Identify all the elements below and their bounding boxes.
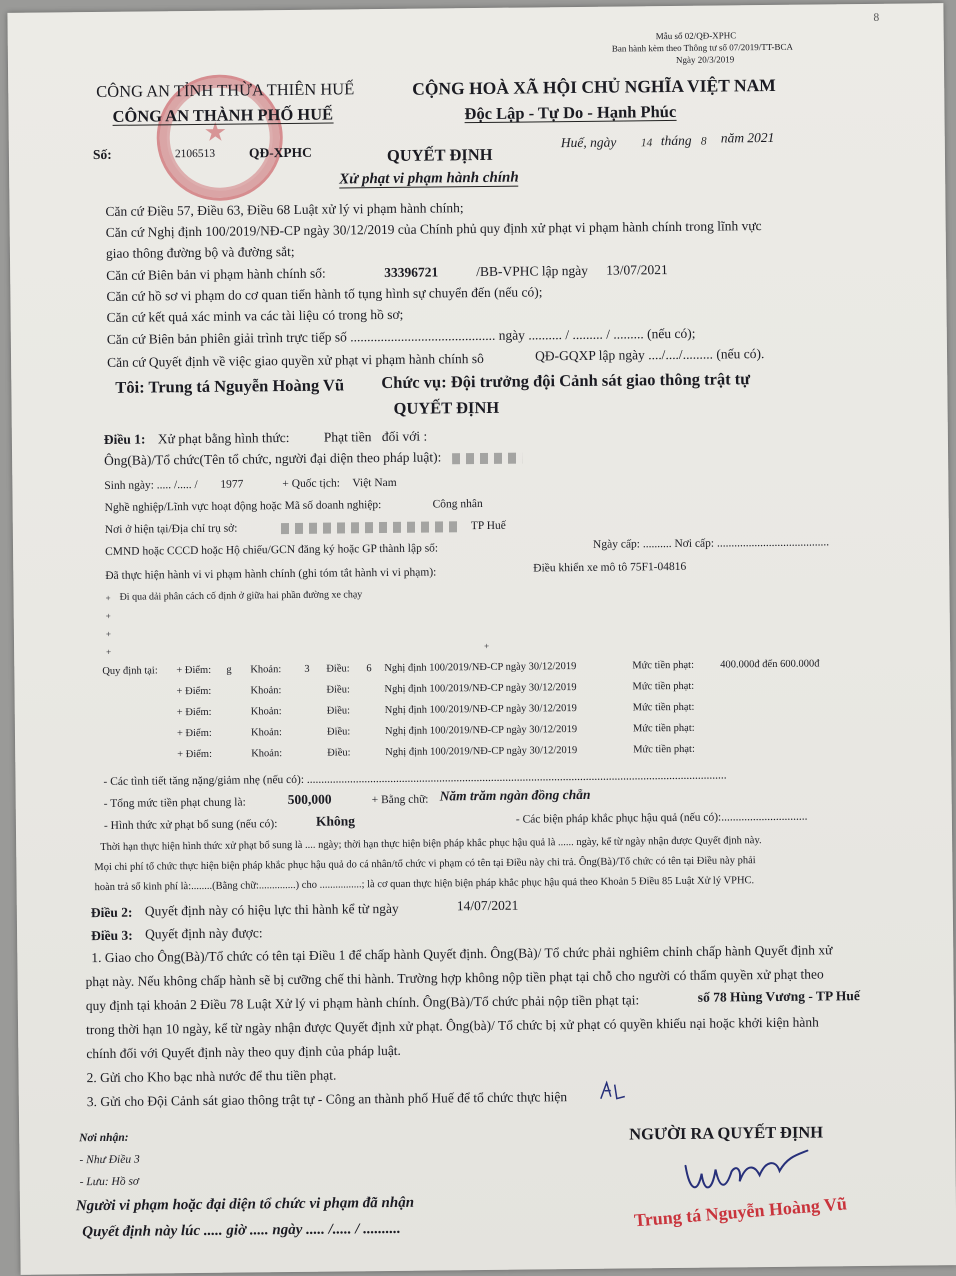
total-fine-label: - Tổng mức tiền phạt chung là: — [103, 796, 246, 810]
nation-title: CỘNG HOÀ XÃ HỘI CHỦ NGHĨA VIỆT NAM — [412, 74, 776, 99]
occupation-value: Công nhân — [432, 497, 483, 511]
agency-province: CÔNG AN TỈNH THỪA THIÊN HUẾ — [96, 79, 355, 102]
violation-plus: + — [105, 628, 112, 639]
article-label: Điều: — [327, 747, 351, 759]
point-label: + Điểm: — [176, 664, 212, 677]
officer-name: Tôi: Trung tá Nguyễn Hoàng Vũ — [115, 375, 345, 397]
article-3-para: 1. Giao cho Ông(Bà)/Tổ chức có tên tại Điều 1 để chấp hành Quyết định. Ông(Bà)/ Tổ chức phải nghiêm chỉnh chấp hành Quyết định xử — [91, 942, 833, 966]
additional-penalty-label: - Hình thức xử phạt bổ sung (nếu có): — [103, 818, 278, 832]
decree-ref: Nghị định 100/2019/NĐ-CP ngày 30/12/2019 — [384, 661, 577, 675]
birth-label: Sinh ngày: ..... /..... / — [104, 478, 198, 492]
article-label: Điều: — [326, 705, 351, 717]
effective-date: 14/07/2021 — [456, 897, 519, 914]
address-label: Nơi ở hiện tại/Địa chỉ trụ sở: — [104, 522, 238, 536]
form-number: Mẫu số 02/QĐ-XPHC — [655, 30, 737, 42]
violator-received: Người vi phạm hoặc đại diện tổ chức vi phạm đã nhận — [75, 1194, 415, 1215]
clause-label: Khoản: — [251, 748, 283, 760]
violation-vehicle: Điều khiển xe mô tô 75F1-04816 — [533, 560, 687, 575]
signer-title: NGƯỜI RA QUYẾT ĐỊNH — [629, 1122, 824, 1144]
fine-label: Mức tiền phạt: — [632, 722, 695, 735]
month-label: tháng — [660, 132, 692, 149]
total-fine-value: 500,000 — [287, 791, 332, 808]
recipients-label: Nơi nhận: — [79, 1131, 129, 1145]
issue-date-place: Ngày cấp: .......... Nơi cấp: ....................................... — [592, 536, 830, 551]
article-value: 6 — [366, 663, 372, 675]
fine-label: Mức tiền phạt: — [632, 701, 695, 714]
basis-line: Căn cứ Biên bản phiên giải trình trực tiếp số ........................................... ngày .......... / ......... / ......... (nếu có); — [106, 325, 696, 347]
penalty-form-value: Phạt tiền — [323, 429, 372, 445]
violation-plus: + — [105, 610, 111, 621]
violation-summary-label: Đã thực hiện hành vi vi phạm hành chính (ghi tóm tắt hành vi vi phạm): — [105, 566, 437, 582]
article-3-para: trong thời hạn 10 ngày, kể từ ngày nhận được Quyết định xử phạt. Ông(bà)/ Tổ chức bị xử phạt có quyền khiếu nại hoặc khởi kiện hành — [85, 1014, 819, 1038]
delegation-tail: QĐ-GQXP lập ngày ..../..../......... (nếu có). — [534, 346, 765, 364]
article-label: Điều: — [326, 684, 350, 696]
signer-name-stamp: Trung tá Nguyễn Hoàng Vũ — [633, 1193, 848, 1231]
received-time: Quyết định này lúc ..... giờ ..... ngày ..... /..... / .......... — [82, 1220, 401, 1241]
point-label: + Điểm: — [176, 685, 212, 698]
point-label: + Điểm: — [176, 706, 212, 719]
clause-label: Khoản: — [250, 685, 282, 697]
clause-value: 3 — [304, 663, 310, 675]
decision-no-suffix: QĐ-XPHC — [248, 144, 312, 161]
redacted-address — [281, 521, 461, 534]
basis-line: Căn cứ hồ sơ vi phạm do cơ quan tiến hành tố tụng hình sự chuyển đến (nếu có); — [106, 284, 543, 304]
fine-range: 400.000đ đến 600.000đ — [720, 658, 820, 671]
point-label: + Điểm: — [176, 727, 212, 740]
note-line: Mọi chi phí tổ chức thực hiện biện pháp khắc phục hậu quả do cá nhân/tổ chức vi phạm có tên tại Điều này chi trả. Ông(Bà)/Tổ chức có tên tại Điều này phải — [94, 855, 756, 874]
decree-ref: Nghị định 100/2019/NĐ-CP ngày 30/12/2019 — [384, 682, 577, 696]
decree-ref: Nghị định 100/2019/NĐ-CP ngày 30/12/2019 — [384, 703, 577, 717]
nation-motto: Độc Lập - Tự Do - Hạnh Phúc — [464, 101, 677, 124]
report-label: Căn cứ Biên bản vi phạm hành chính số: — [106, 265, 326, 283]
agency-city: CÔNG AN THÀNH PHỐ HUẾ — [112, 104, 334, 126]
decision-heading: QUYẾT ĐỊNH — [393, 397, 500, 418]
fine-label: Mức tiền phạt: — [632, 680, 695, 693]
basis-line: Căn cứ kết quả xác minh va các tài liệu có trong hồ sơ; — [106, 306, 404, 325]
decree-ref: Nghị định 100/2019/NĐ-CP ngày 30/12/2019 — [385, 745, 578, 759]
fine-label: Mức tiền phạt: — [632, 659, 695, 672]
article-2-label: Điều 2: — [90, 904, 133, 921]
basis-line: Căn cứ Điều 57, Điều 63, Điều 68 Luật xử lý vi phạm hành chính; — [105, 200, 464, 219]
occupation-label: Nghề nghiệp/Lĩnh vực hoạt động hoặc Mã số doanh nghiệp: — [104, 499, 382, 514]
violation-plus: + — [484, 640, 490, 651]
decision-no-value: 2106513 — [174, 147, 216, 161]
form-date: Ngày 20/3/2019 — [675, 54, 735, 65]
circumstances-line: - Các tình tiết tăng nặng/giảm nhẹ (nếu có): .................................................................................................................................................. — [103, 769, 727, 788]
report-date: 13/07/2021 — [606, 262, 668, 278]
form-circular: Ban hành kèm theo Thông tư số 07/2019/TT-BCA — [611, 41, 793, 54]
decision-document — [7, 3, 956, 1275]
report-number: 33396721 — [384, 264, 439, 281]
redacted-name — [452, 453, 522, 465]
fine-label: Mức tiền phạt: — [633, 743, 695, 756]
article-1-label: Điều 1: — [103, 431, 146, 447]
address-city: TP Huế — [470, 519, 506, 533]
point-value: g — [226, 664, 232, 676]
officer-position: Chức vụ: Đội trưởng đội Cảnh sát giao thông trật tự — [381, 369, 751, 393]
article-3-item: 2. Gửi cho Kho bạc nhà nước để thu tiền phạt. — [86, 1067, 337, 1086]
note-line: Thời hạn thực hiện hình thức xử phạt bổ sung là .... ngày; thời hạn thực hiện biện pháp khắc phục hậu quả là ...... ngày, kể từ ngày nhận được Quyết định này. — [100, 835, 762, 854]
article-3-para: phạt này. Nếu không chấp hành sẽ bị cưỡng chế thi hành. Trường hợp không nộp tiền phạt tại chỗ cho người có thẩm quyền xử phạt theo — [85, 966, 824, 990]
red-seal-stamp: ★ — [156, 74, 283, 201]
amount-in-words-value: Năm trăm ngàn đồng chẵn — [439, 786, 591, 804]
violation-plus: + — [106, 646, 112, 657]
recipient-item: - Như Điều 3 — [79, 1153, 140, 1167]
point-label: + Điểm: — [177, 748, 213, 761]
report-suffix: /BB-VPHC lập ngày — [476, 262, 588, 280]
article-label: Điều: — [326, 726, 351, 738]
clause-label: Khoản: — [250, 664, 282, 676]
regulation-label: Quy định tại: — [102, 665, 158, 677]
month-handwritten: 8 — [700, 135, 707, 148]
id-doc-label: CMND hoặc CCCD hoặc Hộ chiếu/GCN đăng ký hoặc GP thành lập số: — [105, 542, 439, 558]
decree-ref: Nghị định 100/2019/NĐ-CP ngày 30/12/2019 — [384, 724, 578, 738]
penalty-target-label: đối với : — [381, 428, 428, 445]
article-label: Điều: — [326, 663, 350, 675]
basis-line: Căn cứ Quyết định về việc giao quyền xử phạt vi phạm hành chính sô — [107, 350, 484, 370]
nationality-label: + Quốc tịch: — [282, 477, 341, 491]
decision-subtitle: Xử phạt vi phạm hành chính — [339, 169, 519, 188]
note-line: hoàn trả số kinh phí là:........(Bằng chữ:..............) cho ................; là cơ quan thực hiện biện pháp khắc phục hậu quả theo Khoản 5 Điều 85 Luật Xử lý VPHC. — [94, 875, 755, 894]
remedial-measures: - Các biện pháp khắc phục hậu quả (nếu có):.............................. — [515, 810, 808, 826]
basis-line: Căn cứ Nghị định 100/2019/NĐ-CP ngày 30/12/2019 của Chính phủ quy định xử phạt vi phạm hành chính trong lĩnh vực — [105, 218, 762, 240]
place-date-prefix: Huế, ngày — [560, 134, 617, 151]
birth-year: 1977 — [220, 478, 244, 491]
article-3-para: quy định tại khoản 2 Điều 78 Luật Xử lý vi phạm hành chính. Ông(Bà)/Tổ chức phải nộp tiền phạt tại: — [85, 992, 640, 1014]
day-handwritten: 14 — [640, 137, 653, 150]
violation-plus: + — [105, 592, 111, 603]
effective-text: Quyết định này có hiệu lực thi hành kể từ ngày — [144, 900, 399, 919]
clause-label: Khoản: — [250, 706, 282, 718]
additional-penalty-value: Không — [315, 813, 356, 829]
article-3-intro: Quyết định này được: — [144, 925, 263, 942]
decision-no-label: Số: — [92, 146, 112, 163]
page-marker: 8 — [873, 11, 880, 24]
article-3-label: Điều 3: — [91, 927, 133, 944]
decision-title: QUYẾT ĐỊNH — [386, 144, 493, 165]
violation-description: Đi qua dải phân cách cố định ở giữa hai phần đường xe chạy — [119, 589, 363, 603]
amount-in-words-label: + Bằng chữ: — [371, 793, 429, 807]
recipient-item: - Lưu: Hồ sơ — [79, 1175, 140, 1189]
penalty-form-label: Xử phạt bằng hình thức: — [157, 430, 290, 447]
article-3-para: chính đối với Quyết định này theo quy định của pháp luật. — [86, 1042, 401, 1062]
basis-line: giao thông đường bộ và đường sắt; — [105, 243, 295, 261]
initials-mark — [597, 1081, 627, 1103]
article-3-item: 3. Gửi cho Đội Cảnh sát giao thông trật tự - Công an thành phố Huế để tổ chức thực hiện — [86, 1089, 568, 1110]
clause-label: Khoản: — [250, 727, 282, 739]
violator-label: Ông(Bà)/Tổ chức(Tên tổ chức, người đại diện theo pháp luật): — [104, 449, 442, 468]
year-text: năm 2021 — [720, 129, 775, 146]
nationality-value: Việt Nam — [352, 476, 397, 490]
payment-address: số 78 Hùng Vương - TP Huế — [697, 988, 860, 1005]
